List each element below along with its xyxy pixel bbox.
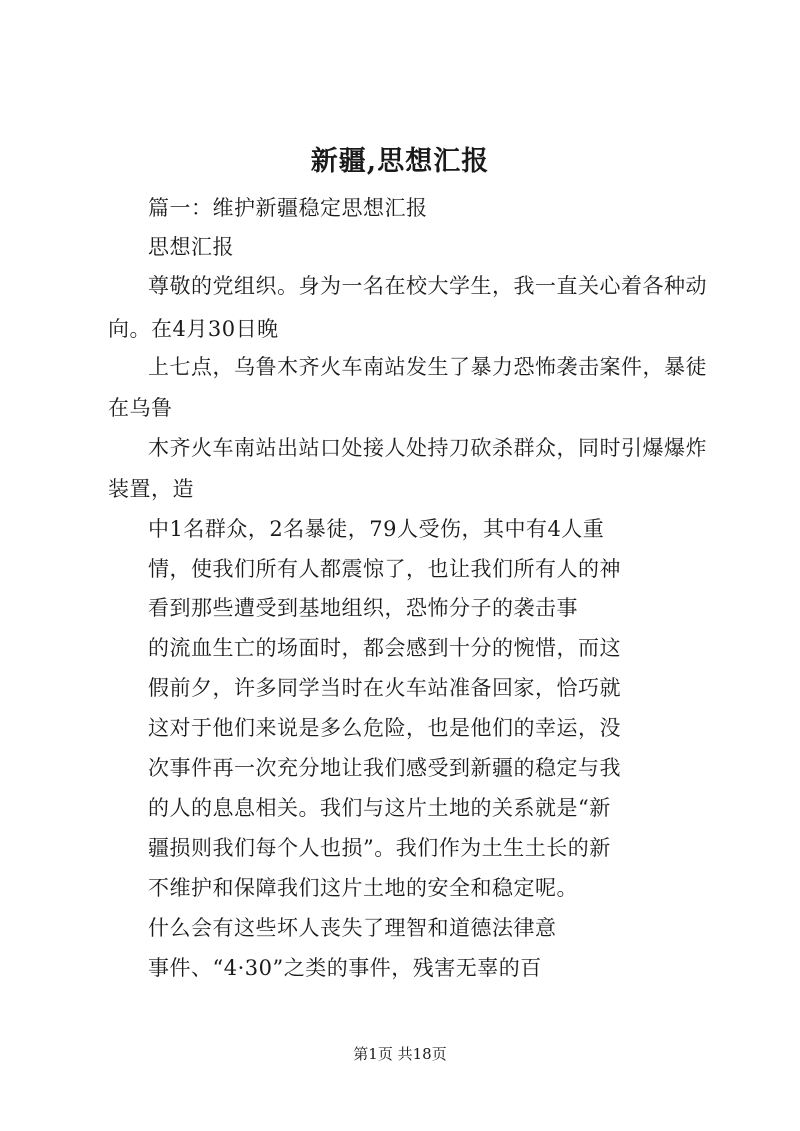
body-line: 次事件再一次充分地让我们感受到新疆的稳定与我 <box>148 756 621 780</box>
body-line: 木齐火车南站出站口处接人处持刀砍杀群众，同时引爆爆炸 <box>148 436 707 460</box>
body-line: 什么会有这些坏人丧失了理智和道德法律意 <box>148 916 557 940</box>
body-line: 装置，造 <box>108 477 194 501</box>
document-title: 新疆,思想汇报 <box>310 146 490 177</box>
body-line: 情，使我们所有人都震惊了，也让我们所有人的神 <box>148 557 621 581</box>
body-line: 看到那些遭受到基地组织，恐怖分子的袭击事 <box>148 596 578 620</box>
body-line: 事件、“4·30”之类的事件，残害无辜的百 <box>148 956 542 980</box>
page-footer: 第1页 共18页 <box>353 1045 447 1063</box>
body-line: 不维护和保障我们这片土地的安全和稳定呢。 <box>148 876 578 900</box>
body-line: 思想汇报 <box>148 235 234 259</box>
body-line: 篇一：维护新疆稳定思想汇报 <box>148 196 428 220</box>
body-line: 向。在4月30日晚 <box>108 317 279 341</box>
body-line: 的流血生亡的场面时，都会感到十分的惋惜，而这 <box>148 636 621 660</box>
body-line: 这对于他们来说是多么危险，也是他们的幸运，没 <box>148 716 621 740</box>
body-line: 疆损则我们每个人也损”。我们作为土生土长的新 <box>148 836 611 860</box>
body-line: 尊敬的党组织。身为一名在校大学生，我一直关心着各种动 <box>148 274 707 298</box>
body-line: 在乌鲁 <box>108 396 173 420</box>
body-line: 的人的息息相关。我们与这片土地的关系就是“新 <box>148 796 611 820</box>
body-line: 假前夕，许多同学当时在火车站准备回家，恰巧就 <box>148 676 621 700</box>
body-line: 上七点，乌鲁木齐火车南站发生了暴力恐怖袭击案件，暴徒 <box>148 355 707 379</box>
body-line: 中1名群众，2名暴徒，79人受伤，其中有4人重 <box>148 517 605 541</box>
